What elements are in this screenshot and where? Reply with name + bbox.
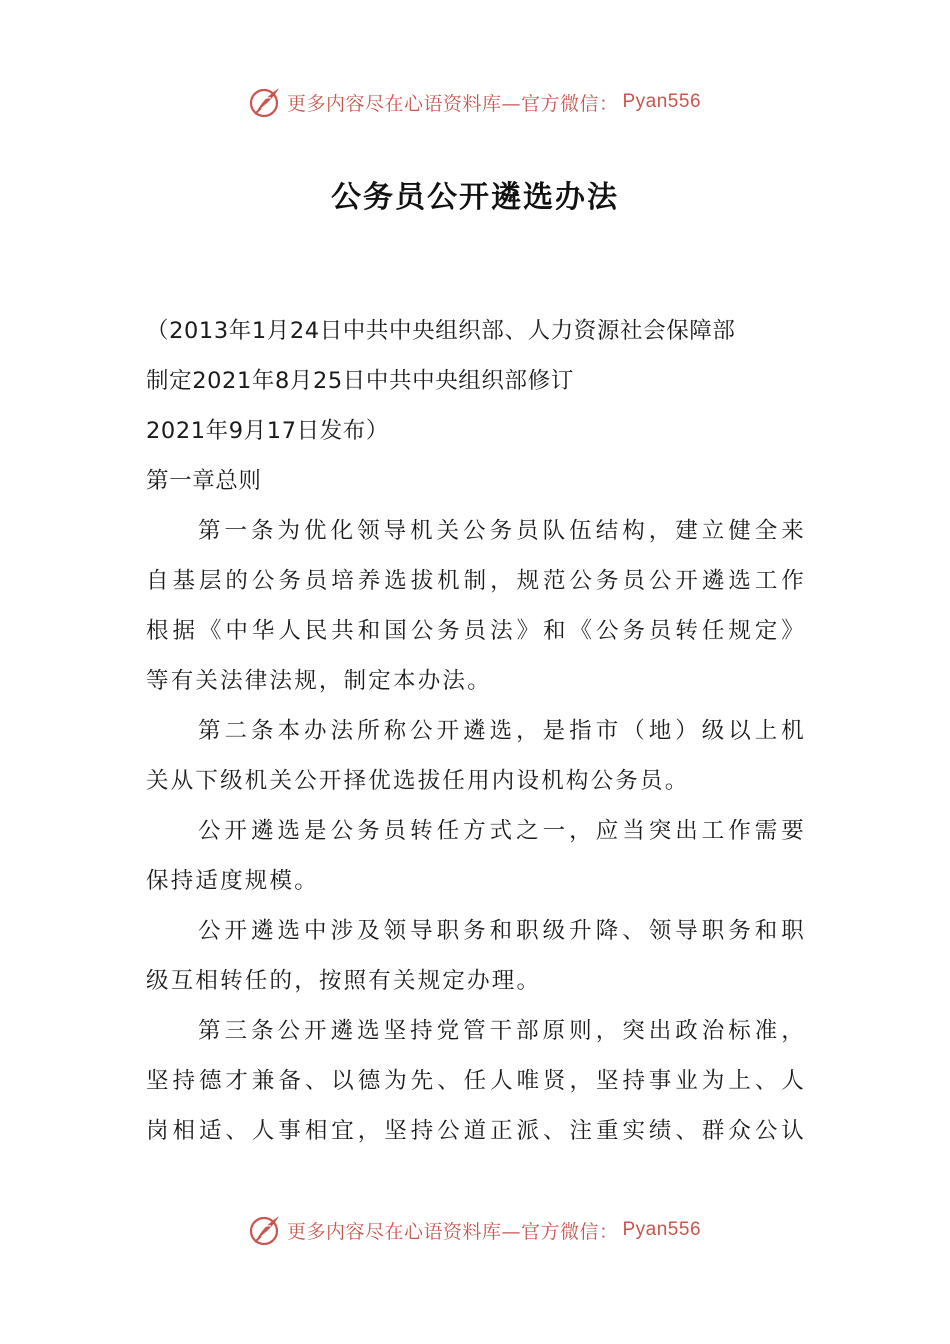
- article-3-line-2: 坚持德才兼备、以德为先、任人唯贤，坚持事业为上、人: [146, 1068, 806, 1094]
- quill-pen-logo-icon: [249, 1213, 283, 1247]
- article-1-line-4: 等有关法律法规，制定本办法。: [146, 668, 492, 694]
- document-title: 公务员公开遴选办法: [331, 180, 619, 215]
- quill-pen-logo-icon: [249, 85, 283, 119]
- article-2-para-3-line-1: 公开遴选中涉及领导职务和职级升降、领导职务和职: [198, 918, 806, 944]
- article-2-para-3-line-2: 级互相转任的，按照有关规定办理。: [146, 968, 542, 994]
- watermark-banner-top: [0, 82, 950, 122]
- watermark-wechat-id: Pyan556: [622, 91, 702, 112]
- publication-note-line-2: 制定2021年8月25日中共中央组织部修订: [146, 368, 574, 394]
- document-body: [146, 306, 806, 1156]
- chapter-heading: 第一章总则: [146, 468, 262, 494]
- watermark-text: 更多内容尽在心语资料库—官方微信：: [286, 92, 619, 115]
- article-3-line-3: 岗相适、人事相宜，坚持公道正派、注重实绩、群众公认: [146, 1118, 806, 1144]
- article-2-para-2-line-1: 公开遴选是公务员转任方式之一，应当突出工作需要: [198, 818, 806, 844]
- article-1-line-1: 第一条为优化领导机关公务员队伍结构，建立健全来: [198, 518, 806, 544]
- article-1-line-3: 根据《中华人民共和国公务员法》和《公务员转任规定》: [146, 618, 806, 644]
- article-2-para-2-line-2: 保持适度规模。: [146, 868, 319, 894]
- article-3-line-1: 第三条公开遴选坚持党管干部原则，突出政治标准，: [198, 1018, 806, 1044]
- article-1-line-2: 自基层的公务员培养选拔机制，规范公务员公开遴选工作: [146, 568, 806, 594]
- watermark-group: [249, 85, 701, 119]
- watermark-banner-bottom: [0, 1210, 950, 1250]
- publication-note-line-1: （2013年1月24日中共中央组织部、人力资源社会保障部: [146, 318, 736, 344]
- article-2-line-2: 关从下级机关公开择优选拔任用内设机构公务员。: [146, 768, 690, 794]
- publication-note-line-3: 2021年9月17日发布）: [146, 418, 390, 444]
- watermark-text: 更多内容尽在心语资料库—官方微信：: [286, 1220, 619, 1243]
- watermark-group: [249, 1213, 701, 1247]
- watermark-wechat-id: Pyan556: [622, 1219, 702, 1240]
- article-2-line-1: 第二条本办法所称公开遴选，是指市（地）级以上机: [198, 718, 806, 744]
